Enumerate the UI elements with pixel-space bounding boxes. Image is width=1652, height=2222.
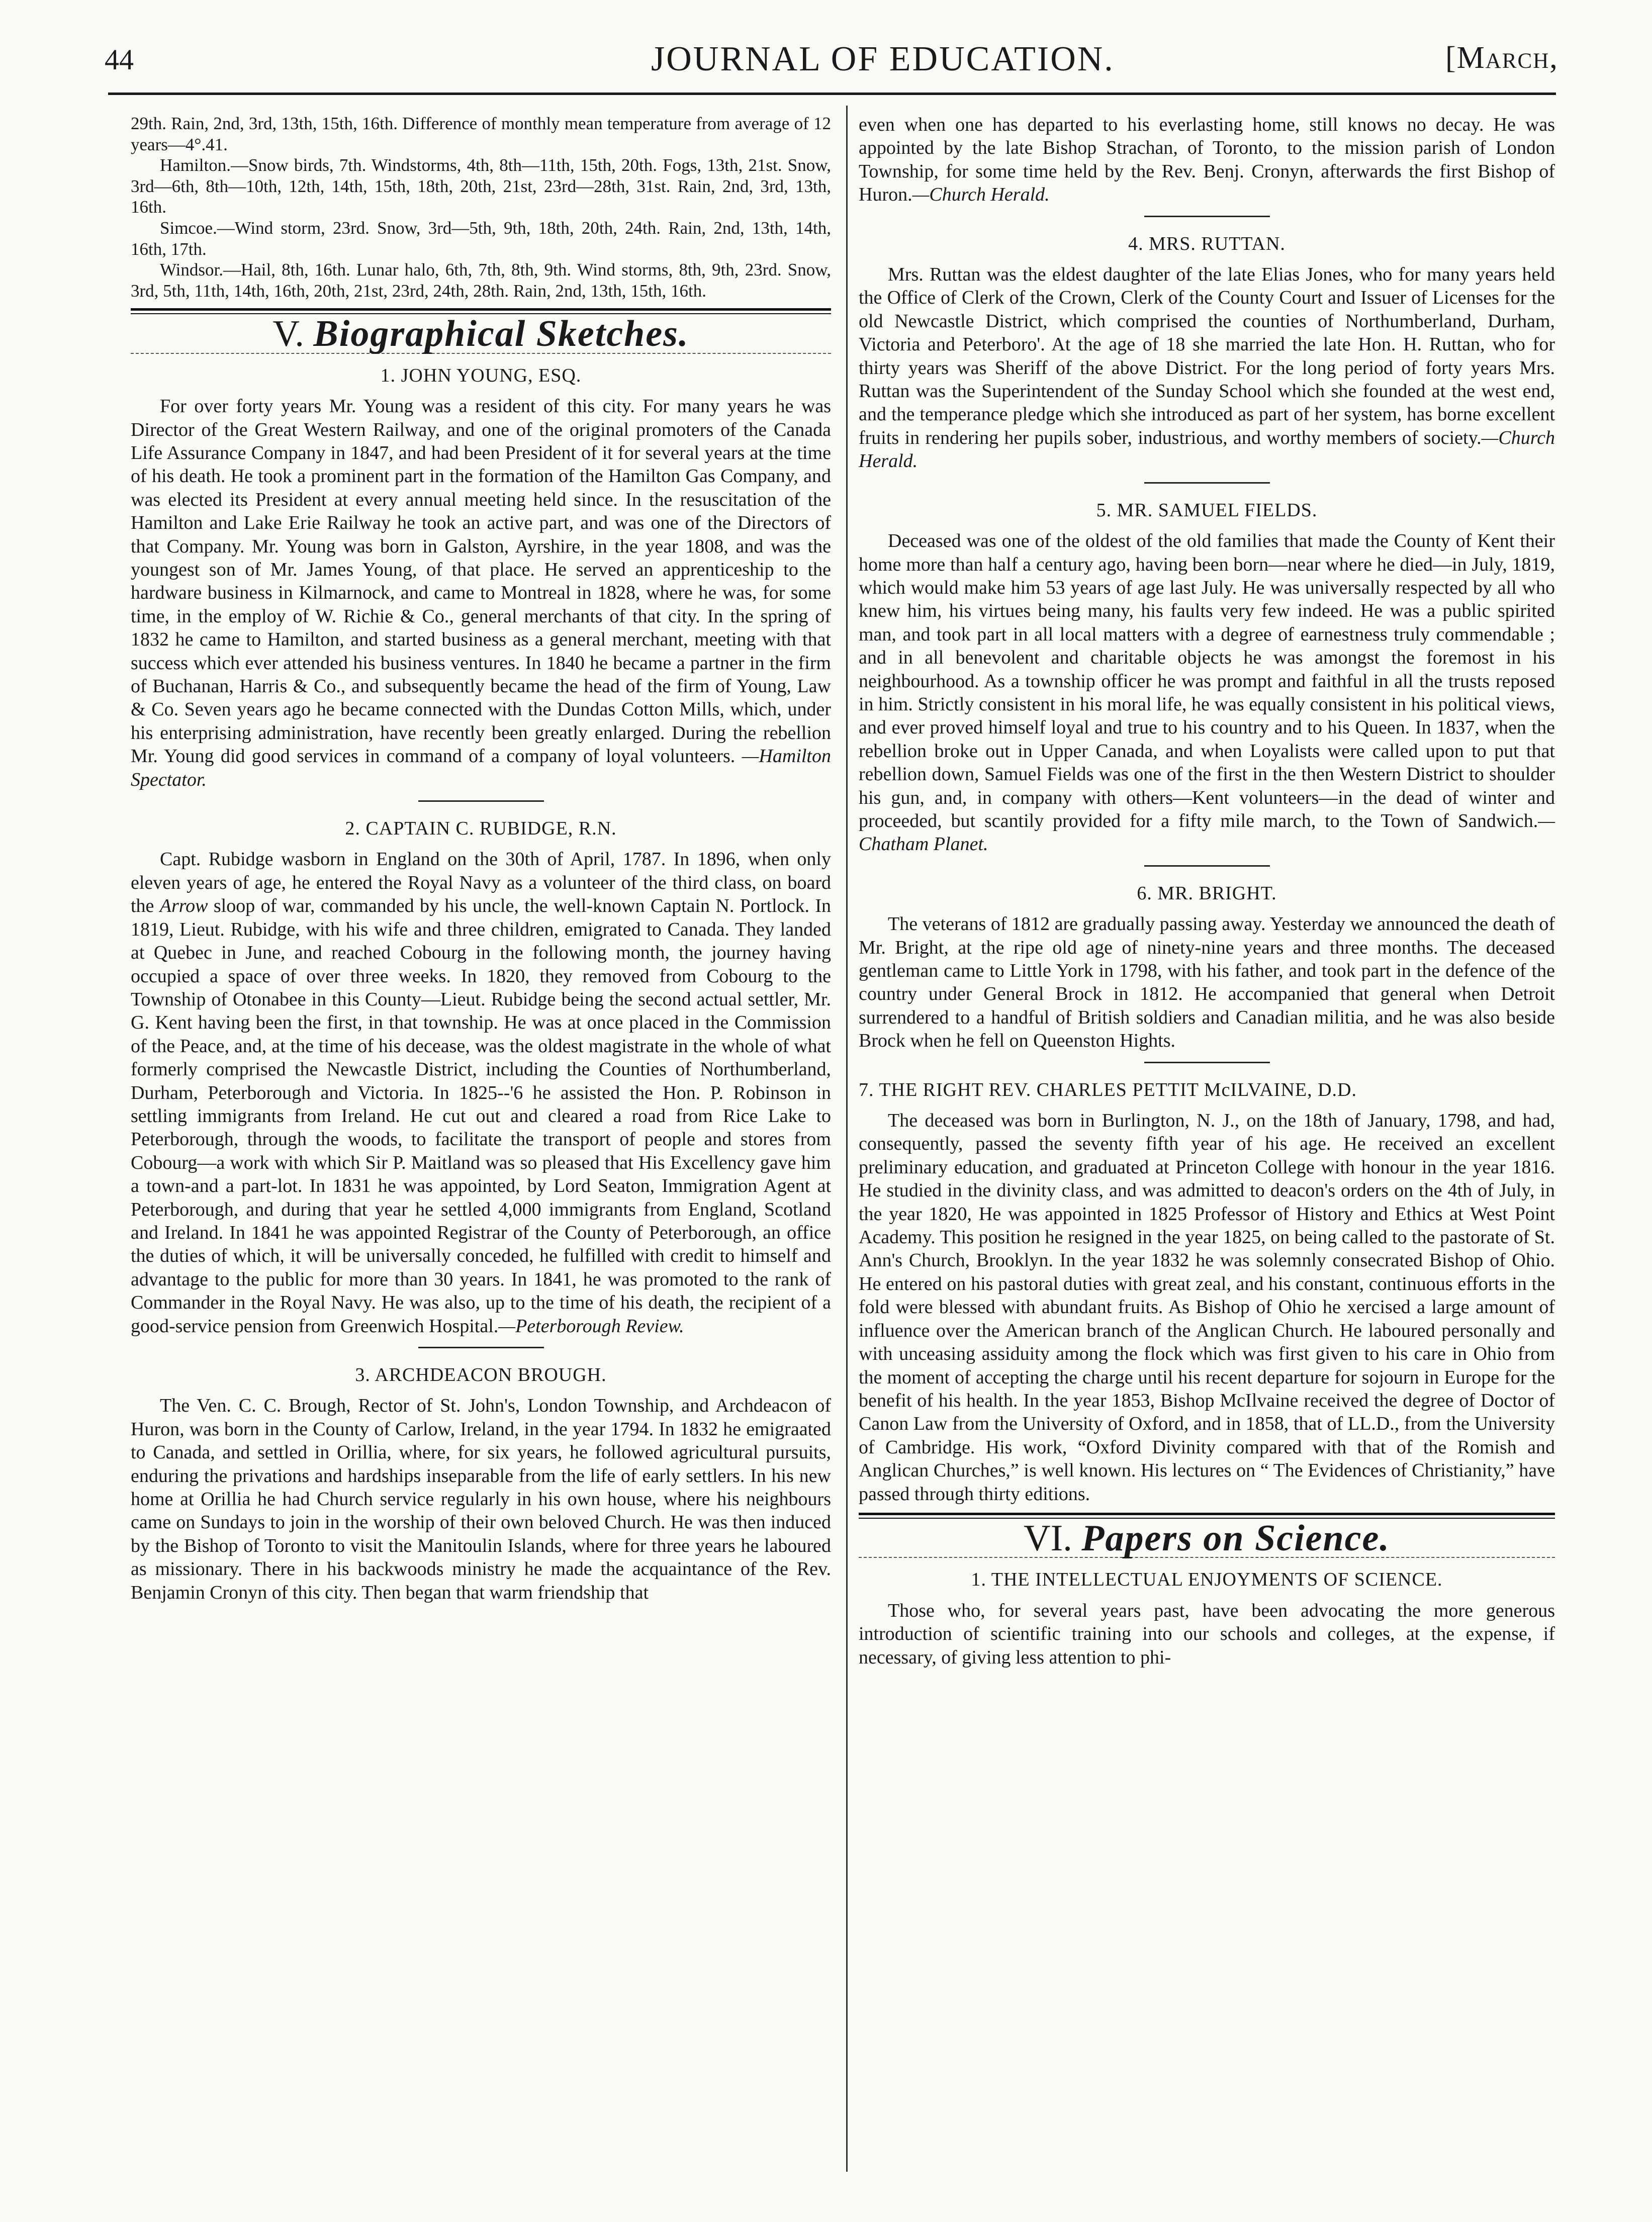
section-title: Biographical Sketches. [313,313,689,355]
article-title: 4. MRS. RUTTAN. [1128,233,1286,254]
article-body: The deceased was born in Burlington, N. J., on the 18th of January, 1798, and had, consequently, passed the seventy fifth year of his age. He received an excellent preliminary education, and graduated at Princeton College with honour in the year 1816. He studied in the divinity class, and was admitted to deacon's orders on the 4th of July, in the year 1820, He was appointed in 1825 Professor of History and Ethics at West Point Academy. This position he resigned in the year 1825, on being called to the pastorate of St. Ann's Church, Brooklyn. In the year 1832 he was solemnly consecrated Bishop of Ohio. He entered on his pastoral duties with great zeal, and his constant, continuous efforts in the fold were blessed with abundant fruits. As Bishop of Ohio he xercised a large amount of influence over the American branch of the Anglican Church. He laboured personally and with unceasing assiduity among the flock which was first given to his care in Ohio from the moment of accepting the charge until his recent departure for sojourn in Europe for the benefit of his health. In the year 1853, Bishop McIlvaine received the degree of Doctor of Canon Law from the University of Oxford, and in 1858, that of LL.D., from the University of Cambridge. His work, “Oxford Divinity compared with that of the Romish and Anglican Churches,” is well known. His lectures on “ The Evidences of Christianity,” have passed through thirty editions. [859,1110,1555,1505]
column-divider [846,106,848,2172]
separator-rule [1144,482,1270,484]
article-body: Mrs. Ruttan was the eldest daughter of the late Elias Jones, who for many years held the Office of Clerk of the Crown, Clerk of the County Court and Issuer of Licenses for the old Newcastle District, which comprised the counties of Northumberland, Durham, Victoria and Peterboro'. At the age of 18 she married the late Hon. H. Ruttan, who for thirty years was Sheriff of the above District. For the long period of forty years Mrs. Ruttan was the Superintendent of the Sunday School which she founded at the west end, and the temperance pledge which she introduced as part of her system, has borne excellent fruits in rendering her pupils sober, industrious, and worthy members of society.—Church Herald. [859,264,1555,472]
article-title: 5. MR. SAMUEL FIELDS. [1096,499,1318,521]
separator-rule [1144,216,1270,217]
separator-rule [418,1347,544,1348]
section-heading [131,313,831,355]
article-title: 7. THE RIGHT REV. CHARLES PETTIT McILVAINE, D.D. [859,1079,1357,1100]
article-title: 1. THE INTELLECTUAL ENJOYMENTS OF SCIENCE. [971,1569,1443,1591]
article-title: 6. MR. BRIGHT. [1137,882,1277,904]
weather-paragraph: Simcoe.—Wind storm, 23rd. Snow, 3rd—5th, 9th, 18th, 20th, 24th. Rain, 2nd, 13th, 14th, 16th, 17th. [131,218,831,259]
section-numeral: V. [272,313,304,355]
article-body: Deceased was one of the oldest of the old families that made the County of Kent their home more than half a century ago, having been born—near where he died—in July, 1819, which would make him 53 years of age last July. He was universally respected by all who knew him, his virtues being many, his faults very few indeed. He was a public spirited man, and took part in all local matters with a degree of earnestness truly commendable ; and in all benevolent and charitable objects he was amongst the foremost in his neighbourhood. As a township officer he was prompt and faithful in all the trusts reposed in him. Strictly consistent in his moral life, he was equally consistent in his political views, and ever proved himself loyal and true to his country and to his Queen. In 1837, when the rebellion broke out in Upper Canada, and when Loyalists were called upon to put that rebellion down, Samuel Fields was one of the first in the then Western District to shoulder his gun, and, in company with others—Kent volunteers—in the dead of winter and proceeded, but scantily provided for a fifty mile march, to the Town of Sandwich.—Chatham Planet. [859,530,1555,855]
article-source: —Church Herald. [912,184,1050,206]
article-title: 2. CAPTAIN C. RUBIDGE, R.N. [345,818,617,840]
header-rule [108,92,1556,95]
article-source: —Chatham Planet. [859,810,1555,855]
right-column [859,113,1555,1669]
weather-paragraph: 29th. Rain, 2nd, 3rd, 13th, 15th, 16th. Difference of monthly mean temperature from average of 12 years—4°.41. [131,114,831,154]
ship-name: Arrow [159,895,208,917]
separator-rule [418,800,544,802]
article-body: For over forty years Mr. Young was a resident of this city. For many years he was Director of the Great Western Railway, and one of the original promoters of the Canada Life Assurance Company in 1847, and had been President of it for several years at the time of his death. He took a prominent part in the formation of the Hamilton Gas Company, and was elected its President at every annual meeting held since. In the resuscitation of the Hamilton and Lake Erie Railway he took an active part, and was one of the Directors of that Company. Mr. Young was born in Galston, Ayrshire, in the year 1808, and was the youngest son of Mr. James Young, of that place. He served an apprenticeship to the hardware business in Kilmarnock, and came to Montreal in 1828, where he was, for some time, in the employ of W. Richie & Co., general merchants of that city. In the spring of 1832 he came to Hamilton, and started business as a general merchant, meeting with that success which ever attended his business ventures. In 1840 he became a partner in the firm of Buchanan, Harris & Co., and subsequently became the head of the firm of Young, Law & Co. Seven years ago he became connected with the Dundas Cotton Mills, which, under his enterprising administration, have recently been greatly enlarged. During the rebellion Mr. Young did good services in command of a company of loyal volunteers. —Hamilton Spectator. [131,396,831,790]
separator-rule [1144,865,1270,867]
article-body: Capt. Rubidge wasborn in England on the 30th of April, 1787. In 1896, when only eleven years of age, he entered the Royal Navy as a volunteer of the third class, on board the Arrow sloop of war, commanded by his uncle, the well-known Captain N. Portlock. In 1819, Lieut. Rubidge, with his wife and three children, emigrated to Canada. They landed at Quebec in June, and reached Cobourg in the following month, the journey having occupied a space of over three weeks. In 1820, they removed from Cobourg to the Township of Otonabee in this County—Lieut. Rubidge being the second actual settler, Mr. G. Kent having been the first, in that township. He was at once placed in the Commission of the Peace, and, at the time of his decease, was the oldest magistrate in the whole of what formerly comprised the Newcastle District, including the Counties of Northumberland, Durham, Peterborough and Victoria. In 1825--'6 he assisted the Hon. P. Robinson in settling immigrants from Ireland. He cut out and cleared a road from Rice Lake to Peterborough, through the woods, to facilitate the transport of people and stores from Cobourg—a work with which Sir P. Maitland was so pleased that His Excellency gave him a town-and a part-lot. In 1831 he was appointed, by Lord Seaton, Immigration Agent at Peterborough, and during that year he settled 4,000 immigrants from England, Scotland and Ireland. In 1841 he was appointed Registrar of the County of Peterborough, an office the duties of which, it will be universally conceded, he fulfilled with credit to himself and advantage to the public for more than 30 years. In 1841, he was promoted to the rank of Commander in the Royal Navy. He was also, up to the time of his death, the recipient of a good-service pension from Greenwich Hospital.—Peterborough Review. [131,849,831,1337]
article-body-continued: even when one has departed to his everlasting home, still knows no decay. He was appointed by the late Bishop Strachan, of Toronto, to the mission parish of London Township, for some time held by the Rev. Benj. Cronyn, afterwards the first Bishop of Huron.—Church Herald. [859,114,1555,206]
separator-rule [1144,1062,1270,1063]
weather-paragraph: Hamilton.—Snow birds, 7th. Windstorms, 4th, 8th—11th, 15th, 20th. Fogs, 13th, 21st. Snow, 3rd—6th, 8th—10th, 12th, 14th, 15th, 18th, 20th, 21st, 23rd—28th, 31st. Rain, 2nd, 3rd, 13th, 16th. [131,155,831,217]
article-source: —Hamilton Spectator. [131,746,831,790]
article-body: The Ven. C. C. Brough, Rector of St. John's, London Township, and Archdeacon of Huron, was born in the County of Carlow, Ireland, in the year 1794. In 1832 he emigraated to Canada, and settled in Orillia, where, for six years, he followed agricultural pursuits, enduring the privations and hardships inseparable from the life of early settlers. In his new home at Orillia he had Church service regularly in his own house, where his neighbours came on Sundays to join in the worship of their own beloved Church. He was then induced by the Bishop of Toronto to visit the Manitoulin Islands, where for three years he laboured as missionary. There in his backwoods ministry he made the acquaintance of the Rev. Benjamin Cronyn of this city. Then began that warm friendship that [131,1395,831,1603]
left-column [131,113,831,1604]
article-body: Those who, for several years past, have been advocating the more generous introduction of scientific training into our schools and colleges, at the expense, if necessary, of giving less attention to phi- [859,1600,1555,1668]
article-source: —Peterborough Review. [498,1315,684,1337]
journal-title: JOURNAL OF EDUCATION. [651,40,1115,78]
weather-report [131,113,831,301]
weather-paragraph: Windsor.—Hail, 8th, 16th. Lunar halo, 6th, 7th, 8th, 9th. Wind storms, 8th, 9th, 23rd. Snow, 3rd, 5th, 11th, 14th, 16th, 20th, 21st, 23rd, 24th, 28th. Rain, 2nd, 13th, 15th, 16th. [131,260,831,301]
article-title: 3. ARCHDEACON BROUGH. [355,1364,607,1385]
section-title: Papers on Science. [1081,1517,1390,1559]
article-source: —Church Herald. [859,427,1555,472]
page-number: 44 [105,43,134,76]
issue-month: [March, [1445,41,1558,75]
article-title: 1. JOHN YOUNG, ESQ. [380,364,582,386]
page-header [0,0,1652,78]
section-numeral: VI. [1024,1517,1072,1559]
article-body: The veterans of 1812 are gradually passing away. Yesterday we announced the death of Mr. Bright, at the ripe old age of ninety-nine years and three months. The deceased gentleman came to Little York in 1798, with his father, and took part in the defence of the country under General Brock in 1812. He accompanied that general when Detroit surrendered to a handful of British soldiers and Canadian militia, and he was also beside Brock when he fell on Queenston Hights. [859,913,1555,1052]
section-heading [859,1517,1555,1559]
